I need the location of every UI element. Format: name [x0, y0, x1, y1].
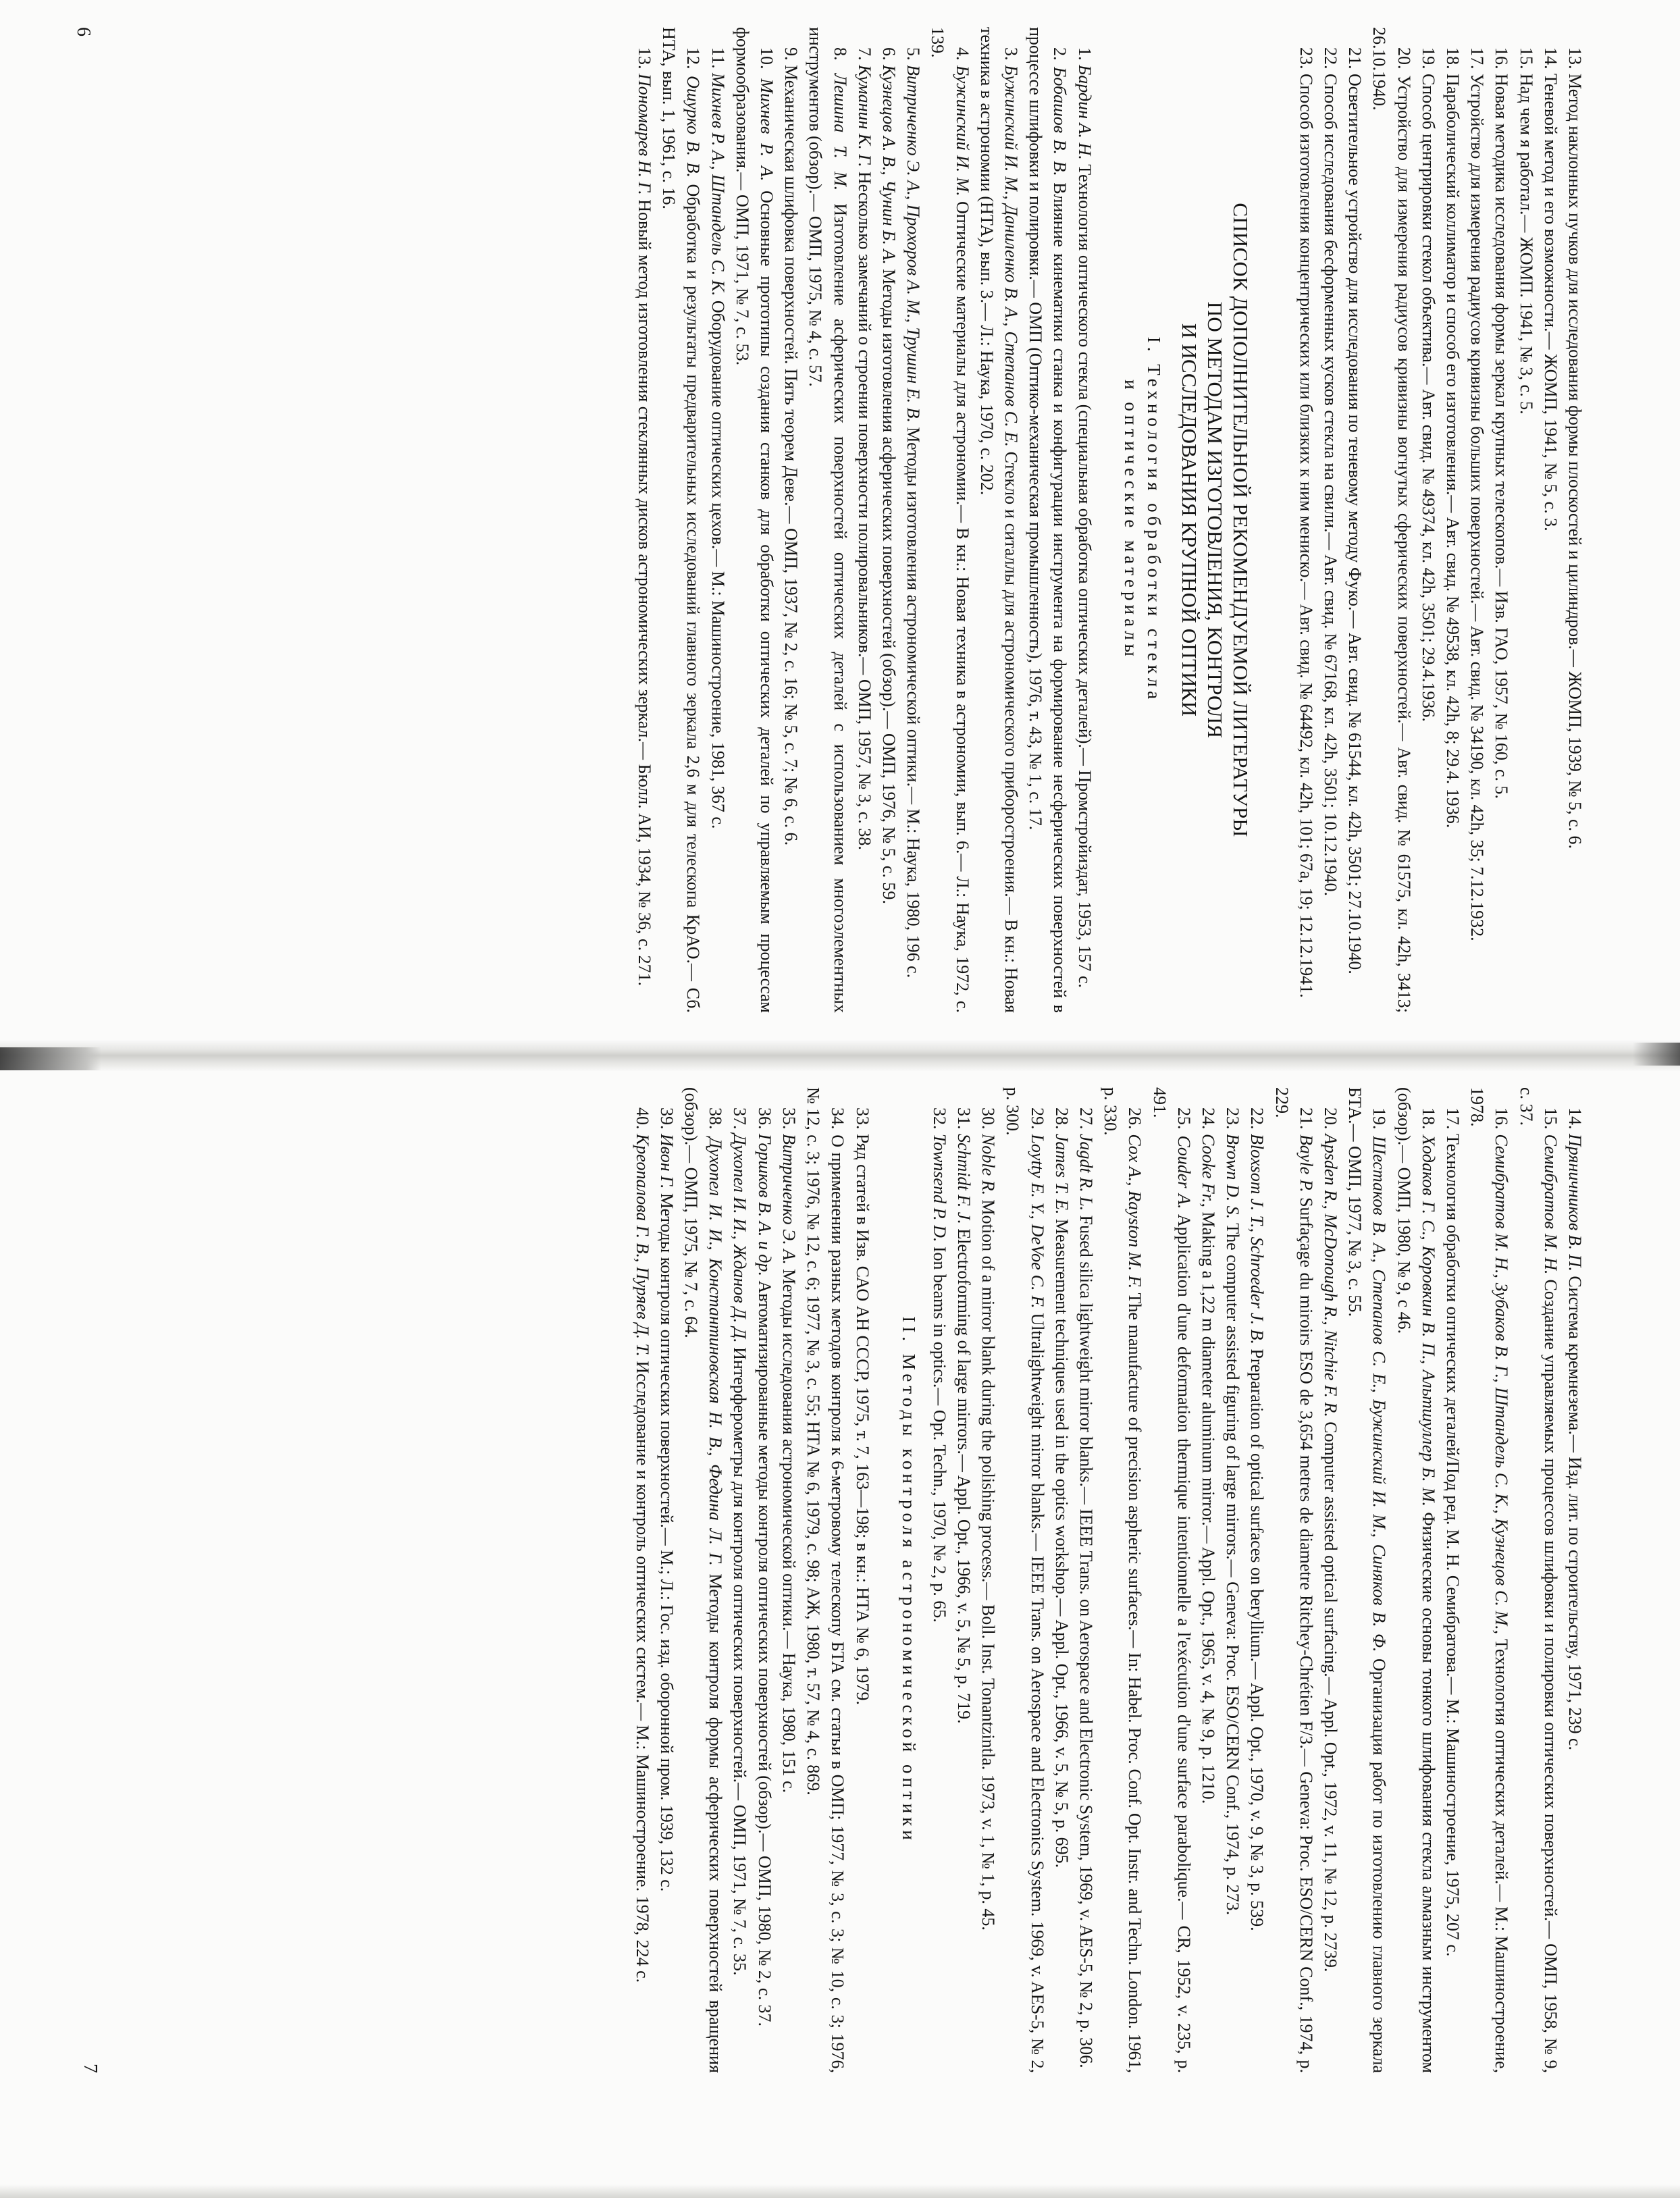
reference-item: 22. Способ исследования бесформенных кусков стекла на свили.— Авт. свид. № 67168, кл. 42h, 3501; 10.12.1940. [1320, 47, 1340, 896]
reference-list-section-2 [629, 1087, 874, 2073]
reference-item: 29. Loytty E. Y., DeVoe C. F. Ultralightweight mirror blanks.— IEEE Trans. on Aerospace and Electronics System. 1969, v. AES-5, № 2, p. 300. [1003, 1087, 1047, 2074]
reference-item: 31. Schmidt F. J. Electroforming of large mirrors.— Appl. Opt., 1966, v. 5, № 5, p. 719. [953, 1107, 974, 1724]
continued-reference-list [1294, 27, 1587, 1013]
reference-item: 7. Куманин К. Г. Несколько замечаний о строении поверхности полировальников.— ОМП, 1957, № 3, с. 38. [854, 47, 874, 850]
reference-item: 8. Лешина Т. М. Изготовление асферических поверхностей оптических деталей с использованием многоэлементных инструментов (обзор).— ОМП, 1975, № 4, с. 57. [806, 27, 850, 1014]
reference-item: 9. Механическая шлифовка поверхностей. Пять теорем Деве.— ОМП, 1937, № 2, с. 16; № 5, с. 7; № 6, с. 6. [781, 47, 802, 846]
page-number: 6 [73, 27, 95, 36]
reference-item: 25. Couder A. Application d'une deformation thermique intentionnelle a l'exécution d'une surface parabolique.— CR, 1952, v. 235, p. 491. [1149, 1087, 1194, 2073]
reference-item: 5. Витриченко Э. А., Прохоров А. М., Трушин Е. В. Методы изготовления астрономической оптики.— М.: Наука, 1980, 196 с. [903, 47, 924, 978]
reference-item: 2. Бобашов В. В. Влияние кинематики станка и конфигурации инструмента на формирование несферических поверхностей в процессе шлифовки и полировки.— ОМП (Оптико-механическая промышленность), 1976, т. 43, № 1, с. 17. [1026, 27, 1070, 1014]
reference-item: 14. Пряничников В. П. Система кремнезема.— Изд. лит. по строительству, 1971, 239 с. [1565, 1107, 1585, 1750]
reference-item: 35. Витриченко Э. А. Методы исследования астрономической оптики.— Наука, 1980, 151 с. [779, 1107, 799, 1794]
section-heading-line: I. Технология обработки стекла [1143, 336, 1164, 704]
reference-item: 23. Способ изготовления концентрических или близких к ним мениско.— Авт. свид. № 64492, кл. 42h, 101; 67a, 19; 12.12.1941. [1296, 47, 1316, 998]
reference-item: 20. Apsden R., McDonough R., Nitchie F. R. Computer assisted optical surfacing.— Appl. Opt., 1972, v. 11, № 12, p. 2739. [1320, 1107, 1340, 1972]
reference-item: 17. Технология обработки оптических деталей/Под ред. М. Н. Семибратова.— М.: Машиностроение, 1975, 207 с. [1442, 1107, 1463, 1957]
reference-list-section-1 [632, 27, 1097, 1013]
reference-list-section-1-continued [927, 1087, 1587, 2073]
reference-item: 23. Brown D. S. The computer assisted figuring of large mirrors.— Geneva: Proc. ESO/CERN Conf., 1974, p. 273. [1223, 1107, 1243, 1916]
section-heading-line: и оптические материалы [1120, 380, 1141, 660]
reference-item: 36. Горшков В. А. и др. Автоматизированные методы контроля оптических поверхностей (обзор).— ОМП, 1980, № 2, с. 37. [754, 1107, 775, 2026]
reference-item: 15. Семибратов М. Н. Создание управляемых процессов шлифовки и полировки оптических поверхностей.— ОМП, 1958, № 9, с. 37. [1516, 1087, 1560, 2074]
reference-item: 17. Устройство для измерения радиусов кривизны больших поверхностей.— Авт. свид. № 34190, кл. 42h, 35; 7.12.1932. [1467, 47, 1488, 941]
reference-item: 13. Пономарев Н. Г. Новый метод изготовления стеклянных дисков астрономических зеркал.— Бюлл. АИ, 1934, № 36, с. 271. [634, 47, 654, 987]
reference-item: 38. Духопел И. И., Константиновская Н. В., Федина Л. Г. Методы контроля формы асферических поверхностей вращения (обзор).— ОМП, 1975, № 7, с. 64. [681, 1087, 726, 2073]
reference-item: 21. Bayle P. Surfaçage du miroirs ESO de 3,654 metres de diametre Ritchey-Chrétien F/3.— Geneva: Proc. ESO/CERN Conf., 1974, p. 229. [1271, 1087, 1316, 2073]
reference-item: 18. Ходаков Г. С., Коровкин В. П., Альтшуллер Б. М. Физические основы тонкого шлифования стекла алмазным инструментом (обзор).— ОМП, 1980, № 9, с 46. [1394, 1087, 1438, 2074]
reference-item: 21. Осветительное устройство для исследования по теневому методу Фуко.— Авт. свид. № 61544, кл. 42h, 3501; 27.10.1940. [1345, 47, 1365, 974]
reference-item: 11. Михнев Р. А., Штандель С. К. Оборудование оптических цехов.— М.: Машиностроение, 1981, 367 с. [708, 47, 728, 829]
reference-item: 3. Бужинский И. М., Даниленко В. А., Степанов С. Е. Стекло и ситаллы для астрономического приборостроения.— В кн.: Новая техника в астрономии (НТА), вып. 3.— Л.: Наука, 1970, с. 202. [976, 27, 1021, 1014]
reference-item: 39. Ивон Г. Методы контроля оптических поверхностей.— М.; Л.: Гос. изд. оборонной пром. 1939, 132 с. [656, 1107, 677, 1892]
reference-item: 40. Креопалова Г. В., Пуряев Д. Т. Исследование и контроль оптических систем.— М.: Машиностроение. 1978, 224 с. [632, 1107, 652, 1983]
heading-line: И ИССЛЕДОВАНИЯ КРУПНОЙ ОПТИКИ [1177, 323, 1201, 717]
reference-item: 26. Cox A., Rayston M. F. The manufacture of precision aspheric surfaces.— In: Habel. Proc. Conf. Opt. Instr. and Techn. London. 1961, p. 330. [1101, 1087, 1145, 2074]
reference-item: 22. Bloxsom J. T., Schroeder J. B. Preparation of optical surfaces on beryllium.— Appl. Opt., 1970, v. 9, № 3, p. 539. [1247, 1107, 1267, 1931]
reference-item: 37. Духопел И. И., Жданов Д. Д. Интерферометры для контроля оптических поверхностей.— ОМП, 1971, № 7, с. 35. [730, 1107, 750, 1976]
reference-item: 15. Над чем я работал.— ЖОМП. 1941, № 3, с. 5. [1516, 47, 1536, 415]
page-number: 7 [80, 2064, 101, 2073]
reference-item: 34. О применении разных методов контроля к 6-метровому телескопу БТА см. статьи в ОМП; 1977, № 3, с. 3; № 10, с. 3; 1976, № 12, с. 3; 1976, № 12, с. 6; 1977, № 3, с. 55; НТА № 6, 1979, с. 98; АЖ, 1980, т. 57, № 4, с. 869. [804, 1087, 848, 2074]
reference-item: 20. Устройство для измерения радиусов кривизны вогнутых сферических поверхностей.— Авт. свид. № 61575, кл. 42h, 3413; 26.10.1940. [1369, 27, 1414, 1013]
reference-item: 16. Новая методика исследования формы зеркал крупных телескопов.— Изв. ГАО, 1957, № 160, с. 5. [1492, 47, 1512, 800]
book-gutter [0, 1040, 1680, 1071]
reference-item: 19. Шестаков В. А., Степанов С. Е., Бужинский И. М., Синяков В. Ф. Организация работ по изготовлению главного зеркала БТА.— ОМП, 1977, № 3, с. 55. [1345, 1087, 1390, 2074]
reference-item: 6. Кузнецов А. В., Чунин Б. А. Методы изготовления асферических поверхностей (обзор).— ОМП, 1976, № 5, с. 59. [878, 47, 899, 904]
reference-item: 10. Михнев Р. А. Основные прототипы создания станков для обработки оптических деталей по управляемым процессам формообразования.— ОМП, 1971, № 7, с. 53. [732, 27, 777, 1014]
heading-line: СПИСОК ДОПОЛНИТЕЛЬНОЙ РЕКОМЕНДУЕМОЙ ЛИТЕРАТУРЫ [1228, 203, 1253, 837]
bibliography-heading [1176, 27, 1253, 1013]
reference-item: 1. Бардин А. Н. Технология оптического стекла (специальная обработка оптических деталей).— Промстройиздат, 1953, 157 с. [1074, 47, 1095, 989]
reference-item: 28. James T. E. Measurement techniques used in the optics workshop.— Appl. Opt., 1966, v. 5, № 5, p. 695. [1051, 1107, 1072, 1868]
reference-item: 19. Способ центрировки стекол объектива.— Авт. свид. № 49374, кл. 42h, 3501; 29.4.1936. [1418, 47, 1438, 722]
reference-item: 30. Noble R. Motion of a mirror blank during the polishing process.— Boll. Inst. Tonantzintla. 1973, v. 1, № 1, p. 45. [978, 1107, 999, 1931]
reference-item: 4. Бужинский И. М. Оптические материалы для астрономии.— В кн.: Новая техника в астрономии, вып. 6.— Л.: Наука, 1972, с. 139. [928, 27, 972, 1014]
section-heading-2: II. Методы контроля астрономической оптики [898, 1316, 919, 1844]
page-6 [71, 27, 1587, 1013]
page-7 [78, 1087, 1587, 2073]
reference-item: 27. Jagdt R. L. Fused silica lightweight mirror blanks.— IEEE Trans. on Aerospace and Electronic System, 1969, v. AES-5, № 2, p. 306. [1076, 1107, 1096, 2068]
reference-item: 13. Метод наклонных пучков для исследования формы плоскостей и цилиндров.— ЖОМП, 1939, № 5, с. 6. [1565, 47, 1585, 849]
section-heading-1 [1120, 27, 1165, 1013]
reference-item: 14. Теневой метод и его возможности.— ЖОМП, 1941, № 5, с. 3. [1540, 47, 1560, 531]
reference-item: 32. Townsend P. D. Ion beams in optics.— Opt. Techn., 1970, № 2, p. 65. [929, 1107, 949, 1623]
reference-item: 24. Cooke Fr., Making a 1,22 m diameter aluminum mirror.— Appl. Opt., 1965, v. 4, № 9, p. 1210. [1198, 1107, 1218, 1804]
reference-item: 16. Семибратов М. Н., Зубаков В. Г., Штандель С. К., Кузнецов С. М., Технология оптических деталей.— М.: Машиностроение, 1978. [1467, 1087, 1512, 2073]
reference-item: 12. Ошурко В. В. Обработка и результаты предварительных исследований главного зеркала 2,6 м для телескопа КрАО.— Сб. НТА, вып. 1, 1961, с. 16. [659, 27, 704, 1013]
reference-item: 33. Ряд статей в Изв. САО АН СССР, 1975, т. 7, 163—198; в кн.: НТА № 6, 1979. [852, 1107, 872, 1705]
gutter-shadow-left [0, 1047, 101, 1070]
page-edge [0, 2184, 1680, 2198]
heading-line: ПО МЕТОДАМ ИЗГОТОВЛЕНИЯ, КОНТРОЛЯ [1203, 301, 1227, 739]
gutter-shadow-right [1633, 1043, 1680, 1066]
reference-item: 18. Параболический коллиматор и способ его изготовления.— Авт. свид. № 49538, кл. 42h, 8; 29.4. 1936. [1442, 47, 1463, 829]
